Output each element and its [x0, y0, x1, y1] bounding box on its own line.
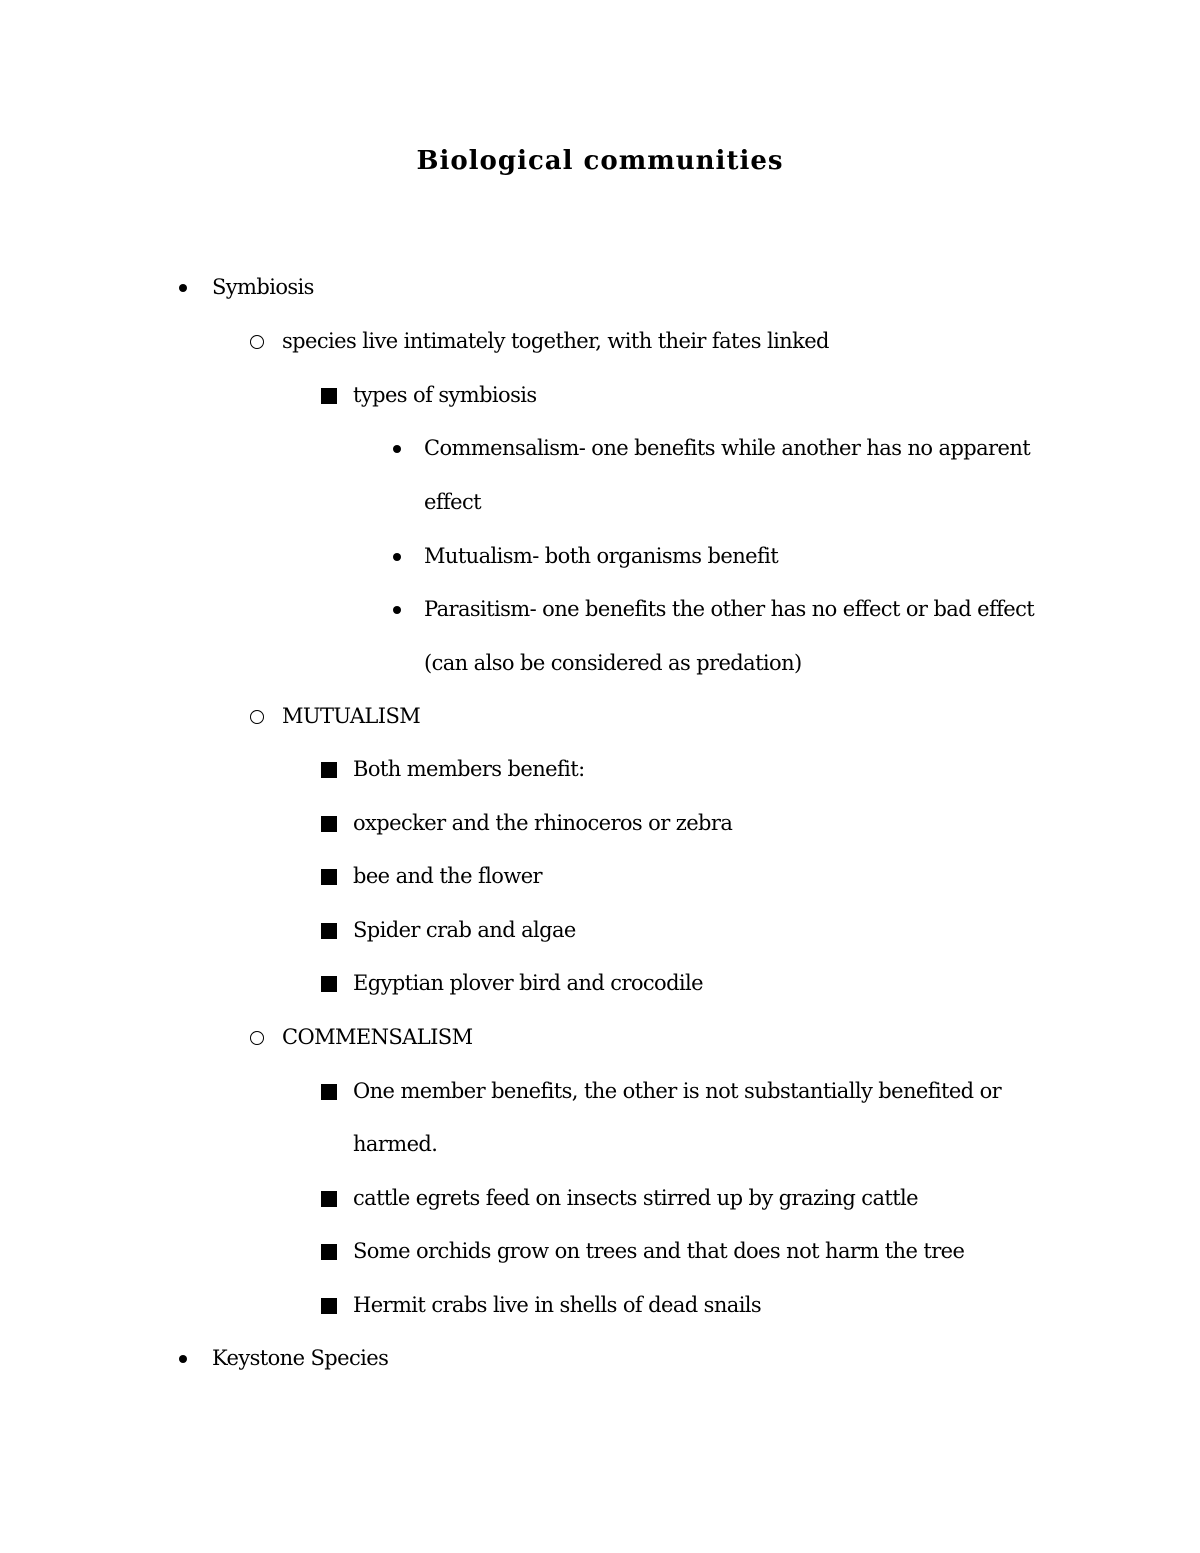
list-item-continuation: harmed. — [353, 1132, 438, 1156]
list-item-level2: COMMENSALISM — [282, 1022, 472, 1052]
list-item-level1: Symbiosis — [212, 272, 314, 302]
list-item-level3: Some orchids grow on trees and that does not harm the tree — [353, 1236, 964, 1266]
list-item-level2: species live intimately together, with their fates linked — [282, 326, 829, 356]
list-item-level3: Both members benefit: — [353, 754, 585, 784]
list-item-level4: Parasitism- one benefits the other has no effect or bad effect — [424, 594, 1034, 624]
page-title: Biological communities — [416, 146, 784, 176]
list-item-level3: cattle egrets feed on insects stirred up by grazing cattle — [353, 1183, 918, 1213]
list-item-level3: Hermit crabs live in shells of dead snails — [353, 1290, 761, 1320]
list-item-level3: Spider crab and algae — [353, 915, 576, 945]
list-item-level4: Commensalism- one benefits while another has no apparent — [424, 433, 1030, 463]
list-item-level3: Egyptian plover bird and crocodile — [353, 968, 703, 998]
list-item-level3: types of symbiosis — [353, 380, 537, 410]
list-item-continuation: effect — [424, 490, 482, 514]
list-item-level3: One member benefits, the other is not substantially benefited or — [353, 1076, 1001, 1106]
list-item-level1: Keystone Species — [212, 1343, 388, 1373]
list-item-level2: MUTUALISM — [282, 701, 420, 731]
list-item-level3: bee and the flower — [353, 861, 542, 891]
list-item-level4: Mutualism- both organisms benefit — [424, 541, 778, 571]
list-item-continuation: (can also be considered as predation) — [424, 651, 802, 675]
list-item-level3: oxpecker and the rhinoceros or zebra — [353, 808, 732, 838]
